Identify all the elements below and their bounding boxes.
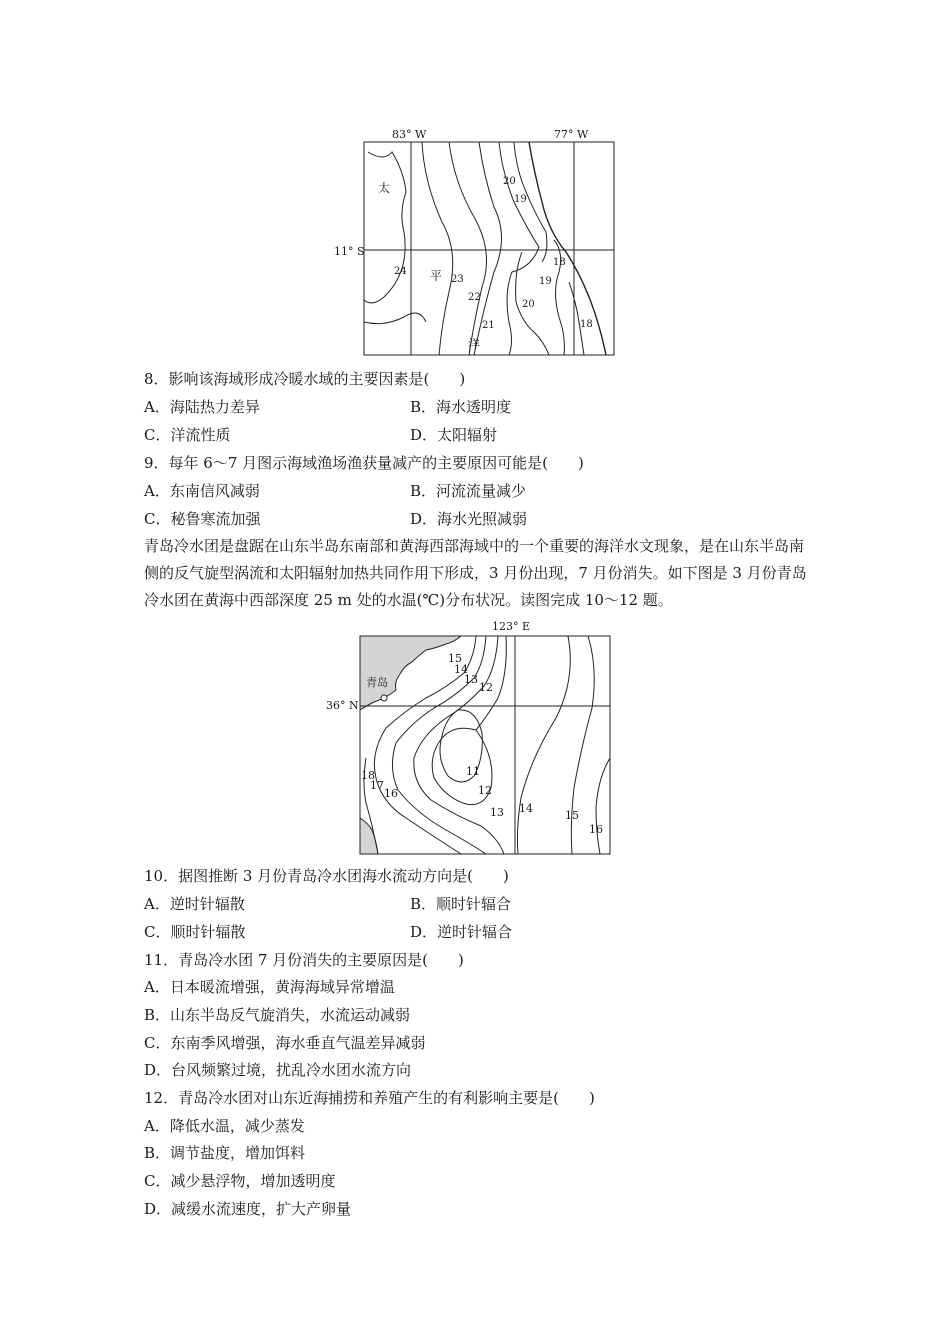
q9-option-d[interactable]: D．海水光照减弱: [410, 510, 528, 528]
iso-label: 12: [478, 784, 492, 797]
iso-label: 23: [451, 274, 464, 285]
iso-label: 18: [580, 319, 593, 330]
passage-qingdao-cold-water: 青岛冷水团是盘踞在山东半岛东南部和黄海西部海域中的一个重要的海洋水文现象，是在山东半岛南侧的反气旋型涡流和太阳辐射加热共同作用下形成，3 月份出现，7 月份消失。如下图是 3 月份青岛冷水团在黄海中西部深度 25 m 处的水温(℃)分布状况。读图完成 10～12 题。: [144, 537, 807, 609]
q8-stem: 8．影响该海域形成冷暖水域的主要因素是( ): [144, 370, 466, 388]
q10-option-a[interactable]: A．逆时针辐散: [144, 895, 245, 913]
q10-stem: 10．据图推断 3 月份青岛冷水团海水流动方向是( ): [144, 867, 509, 885]
q9-option-c[interactable]: C．秘鲁寒流加强: [144, 510, 261, 528]
map1-char-ping: 平: [430, 269, 443, 283]
iso-label: 17: [370, 779, 384, 792]
q11-option-d[interactable]: D．台风频繁过境，扰乱冷水团水流方向: [144, 1061, 412, 1079]
iso-label: 16: [589, 823, 603, 836]
iso-label: 13: [490, 806, 504, 819]
map1-isotherm-labels: [394, 176, 593, 331]
qingdao-city-label: 青岛: [366, 676, 388, 689]
map1-char-tai: 太: [378, 181, 391, 195]
q9-option-b[interactable]: B．河流流量减少: [410, 482, 527, 500]
map2-lat-label: 36° N: [326, 699, 359, 712]
iso-label: 19: [539, 276, 552, 287]
q10-option-b[interactable]: B．顺时针辐合: [410, 895, 512, 913]
iso-label: 14: [519, 802, 533, 815]
q12-option-a[interactable]: A．降低水温，减少蒸发: [144, 1117, 305, 1135]
iso-label: 18: [361, 769, 375, 782]
iso-label: 13: [464, 673, 478, 686]
map1-isotherms: [364, 142, 584, 355]
iso-label: 15: [565, 809, 579, 822]
iso-label: 16: [384, 787, 398, 800]
iso-label: 18: [553, 257, 566, 268]
iso-label: 21: [482, 320, 495, 331]
peru-coast-isotherm-map: [334, 122, 624, 362]
q12-option-c[interactable]: C．减少悬浮物，增加透明度: [144, 1172, 336, 1190]
q12-stem: 12．青岛冷水团对山东近海捕捞和养殖产生的有利影响主要是( ): [144, 1089, 595, 1107]
q8-option-c[interactable]: C．洋流性质: [144, 426, 231, 444]
q12-option-b[interactable]: B．调节盐度，增加饵料: [144, 1144, 306, 1162]
iso-label: 15: [448, 652, 462, 665]
q11-option-b[interactable]: B．山东半岛反气旋消失，水流运动减弱: [144, 1006, 411, 1024]
iso-label: 20: [522, 299, 535, 310]
q8-option-d[interactable]: D．太阳辐射: [410, 426, 498, 444]
q11-stem: 11．青岛冷水团 7 月份消失的主要原因是( ): [144, 951, 464, 969]
map1-char-yang: 洋: [468, 337, 481, 351]
iso-label: 22: [468, 292, 481, 303]
q8-option-b[interactable]: B．海水透明度: [410, 398, 512, 416]
q10-option-d[interactable]: D．逆时针辐合: [410, 923, 513, 941]
map1-lat-label: 11° S: [334, 245, 365, 258]
qingdao-cold-water-map: [326, 618, 618, 856]
q11-option-a[interactable]: A．日本暖流增强，黄海海域异常增温: [144, 978, 395, 996]
q9-option-a[interactable]: A．东南信风减弱: [144, 482, 260, 500]
iso-label: 11: [466, 765, 480, 778]
map1-coastline: [529, 142, 606, 355]
iso-label: 20: [503, 176, 516, 187]
qingdao-city-marker: [381, 695, 387, 701]
q11-option-c[interactable]: C．东南季风增强，海水垂直气温差异减弱: [144, 1034, 426, 1052]
iso-label: 12: [479, 681, 493, 694]
map1-lon-left-label: 83° W: [392, 128, 427, 141]
iso-label: 19: [514, 194, 527, 205]
iso-label: 24: [394, 266, 407, 277]
map2-land-shandong: [360, 636, 461, 710]
q9-stem: 9．每年 6～7 月图示海域渔场渔获量减产的主要原因可能是( ): [144, 454, 584, 472]
q12-option-d[interactable]: D．减缓水流速度，扩大产卵量: [144, 1200, 352, 1218]
map2-lon-label: 123° E: [492, 620, 531, 633]
iso-label: 14: [454, 663, 468, 676]
q10-option-c[interactable]: C．顺时针辐散: [144, 923, 246, 941]
q8-option-a[interactable]: A．海陆热力差异: [144, 398, 260, 416]
map1-lon-right-label: 77° W: [554, 128, 589, 141]
map2-land-southwest: [360, 818, 378, 854]
